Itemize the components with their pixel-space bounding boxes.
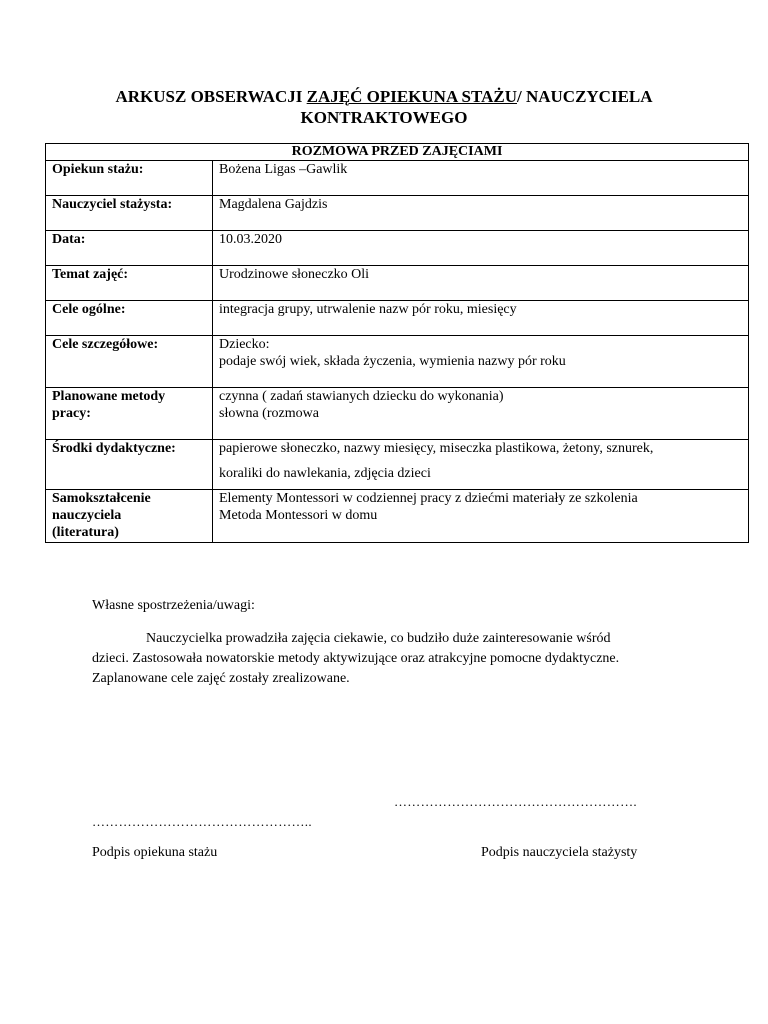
table-header-row [46, 144, 749, 161]
observation-table [45, 143, 749, 543]
row-value-teaching-aids [213, 440, 749, 490]
value-line: Bożena Ligas –Gawlik [219, 162, 348, 177]
row-value-topic [213, 266, 749, 301]
label-line: Środki dydaktyczne: [52, 441, 176, 456]
row-label-teaching-aids [46, 440, 213, 490]
label-line: Samokształcenie [52, 491, 151, 506]
signature-label-trainee: Podpis nauczyciela stażysty [481, 845, 638, 860]
table-row [46, 161, 749, 196]
table-row [46, 440, 749, 490]
row-label-date [46, 231, 213, 266]
value-line: Elementy Montessori w codziennej pracy z dziećmi materiały ze szkolenia [219, 491, 638, 506]
label-line: pracy: [52, 406, 91, 421]
table-row [46, 231, 749, 266]
signature-label-mentor: Podpis opiekuna stażu [92, 845, 218, 860]
label-line: Nauczyciel stażysta: [52, 197, 173, 212]
label-line: Temat zajęć: [52, 267, 129, 282]
remarks-label: Własne spostrzeżenia/uwagi: [92, 598, 255, 613]
title-part-3: / NAUCZYCIELA [516, 87, 653, 106]
table-header: ROZMOWA PRZED ZAJĘCIAMI [46, 144, 749, 161]
value-line: Dziecko: [219, 337, 270, 352]
row-label-trainee [46, 196, 213, 231]
row-label-self-education [46, 490, 213, 543]
table-row [46, 196, 749, 231]
table-row [46, 336, 749, 388]
label-line: Cele ogólne: [52, 302, 126, 317]
row-value-trainee [213, 196, 749, 231]
row-label-methods [46, 388, 213, 440]
row-value-self-education [213, 490, 749, 543]
signature-dots-mentor: ………………………………………….. [92, 814, 312, 829]
row-value-general-goals [213, 301, 749, 336]
row-value-date [213, 231, 749, 266]
title-part-underlined: ZAJĘĆ OPIEKUNA STAŻU [306, 87, 517, 106]
title-part-1: ARKUSZ OBSERWACJI [115, 87, 307, 106]
label-line: nauczyciela [52, 508, 122, 523]
document-title [60, 86, 708, 128]
label-line: Data: [52, 232, 86, 247]
row-label-general-goals [46, 301, 213, 336]
row-label-mentor [46, 161, 213, 196]
value-line: koraliki do nawlekania, zdjęcia dzieci [219, 466, 431, 481]
remarks-line: Nauczycielka prowadziła zajęcia ciekawie, co budziło duże zainteresowanie wśród [146, 631, 611, 646]
table-row [46, 266, 749, 301]
value-line: Urodzinowe słoneczko Oli [219, 267, 370, 282]
row-value-specific-goals [213, 336, 749, 388]
value-line: 10.03.2020 [219, 232, 282, 247]
label-line: Opiekun stażu: [52, 162, 144, 177]
remarks-text [92, 629, 722, 689]
label-line: (literatura) [52, 525, 119, 540]
value-line: integracja grupy, utrwalenie nazw pór roku, miesięcy [219, 302, 517, 317]
label-line: Planowane metody [52, 389, 166, 404]
label-line: Cele szczegółowe: [52, 337, 159, 352]
title-line-2: KONTRAKTOWEGO [300, 108, 468, 127]
value-line: czynna ( zadań stawianych dziecku do wykonania) [219, 389, 504, 404]
value-line: papierowe słoneczko, nazwy miesięcy, miseczka plastikowa, żetony, sznurek, [219, 441, 654, 456]
row-label-topic [46, 266, 213, 301]
remarks-line: dzieci. Zastosowała nowatorskie metody aktywizujące oraz atrakcyjne pomocne dydaktyczne. [92, 651, 620, 666]
title-line-1 [60, 86, 708, 107]
table-row [46, 388, 749, 440]
value-line: Magdalena Gajdzis [219, 197, 328, 212]
row-label-specific-goals [46, 336, 213, 388]
table-row [46, 301, 749, 336]
table-row [46, 490, 749, 543]
row-value-methods [213, 388, 749, 440]
remarks-line: Zaplanowane cele zajęć zostały zrealizowane. [92, 671, 350, 686]
value-line: słowna (rozmowa [219, 406, 319, 421]
signature-dots-trainee: ………………………………………………. [394, 794, 637, 809]
value-line: Metoda Montessori w domu [219, 508, 378, 523]
value-line: podaje swój wiek, składa życzenia, wymienia nazwy pór roku [219, 354, 566, 369]
row-value-mentor [213, 161, 749, 196]
